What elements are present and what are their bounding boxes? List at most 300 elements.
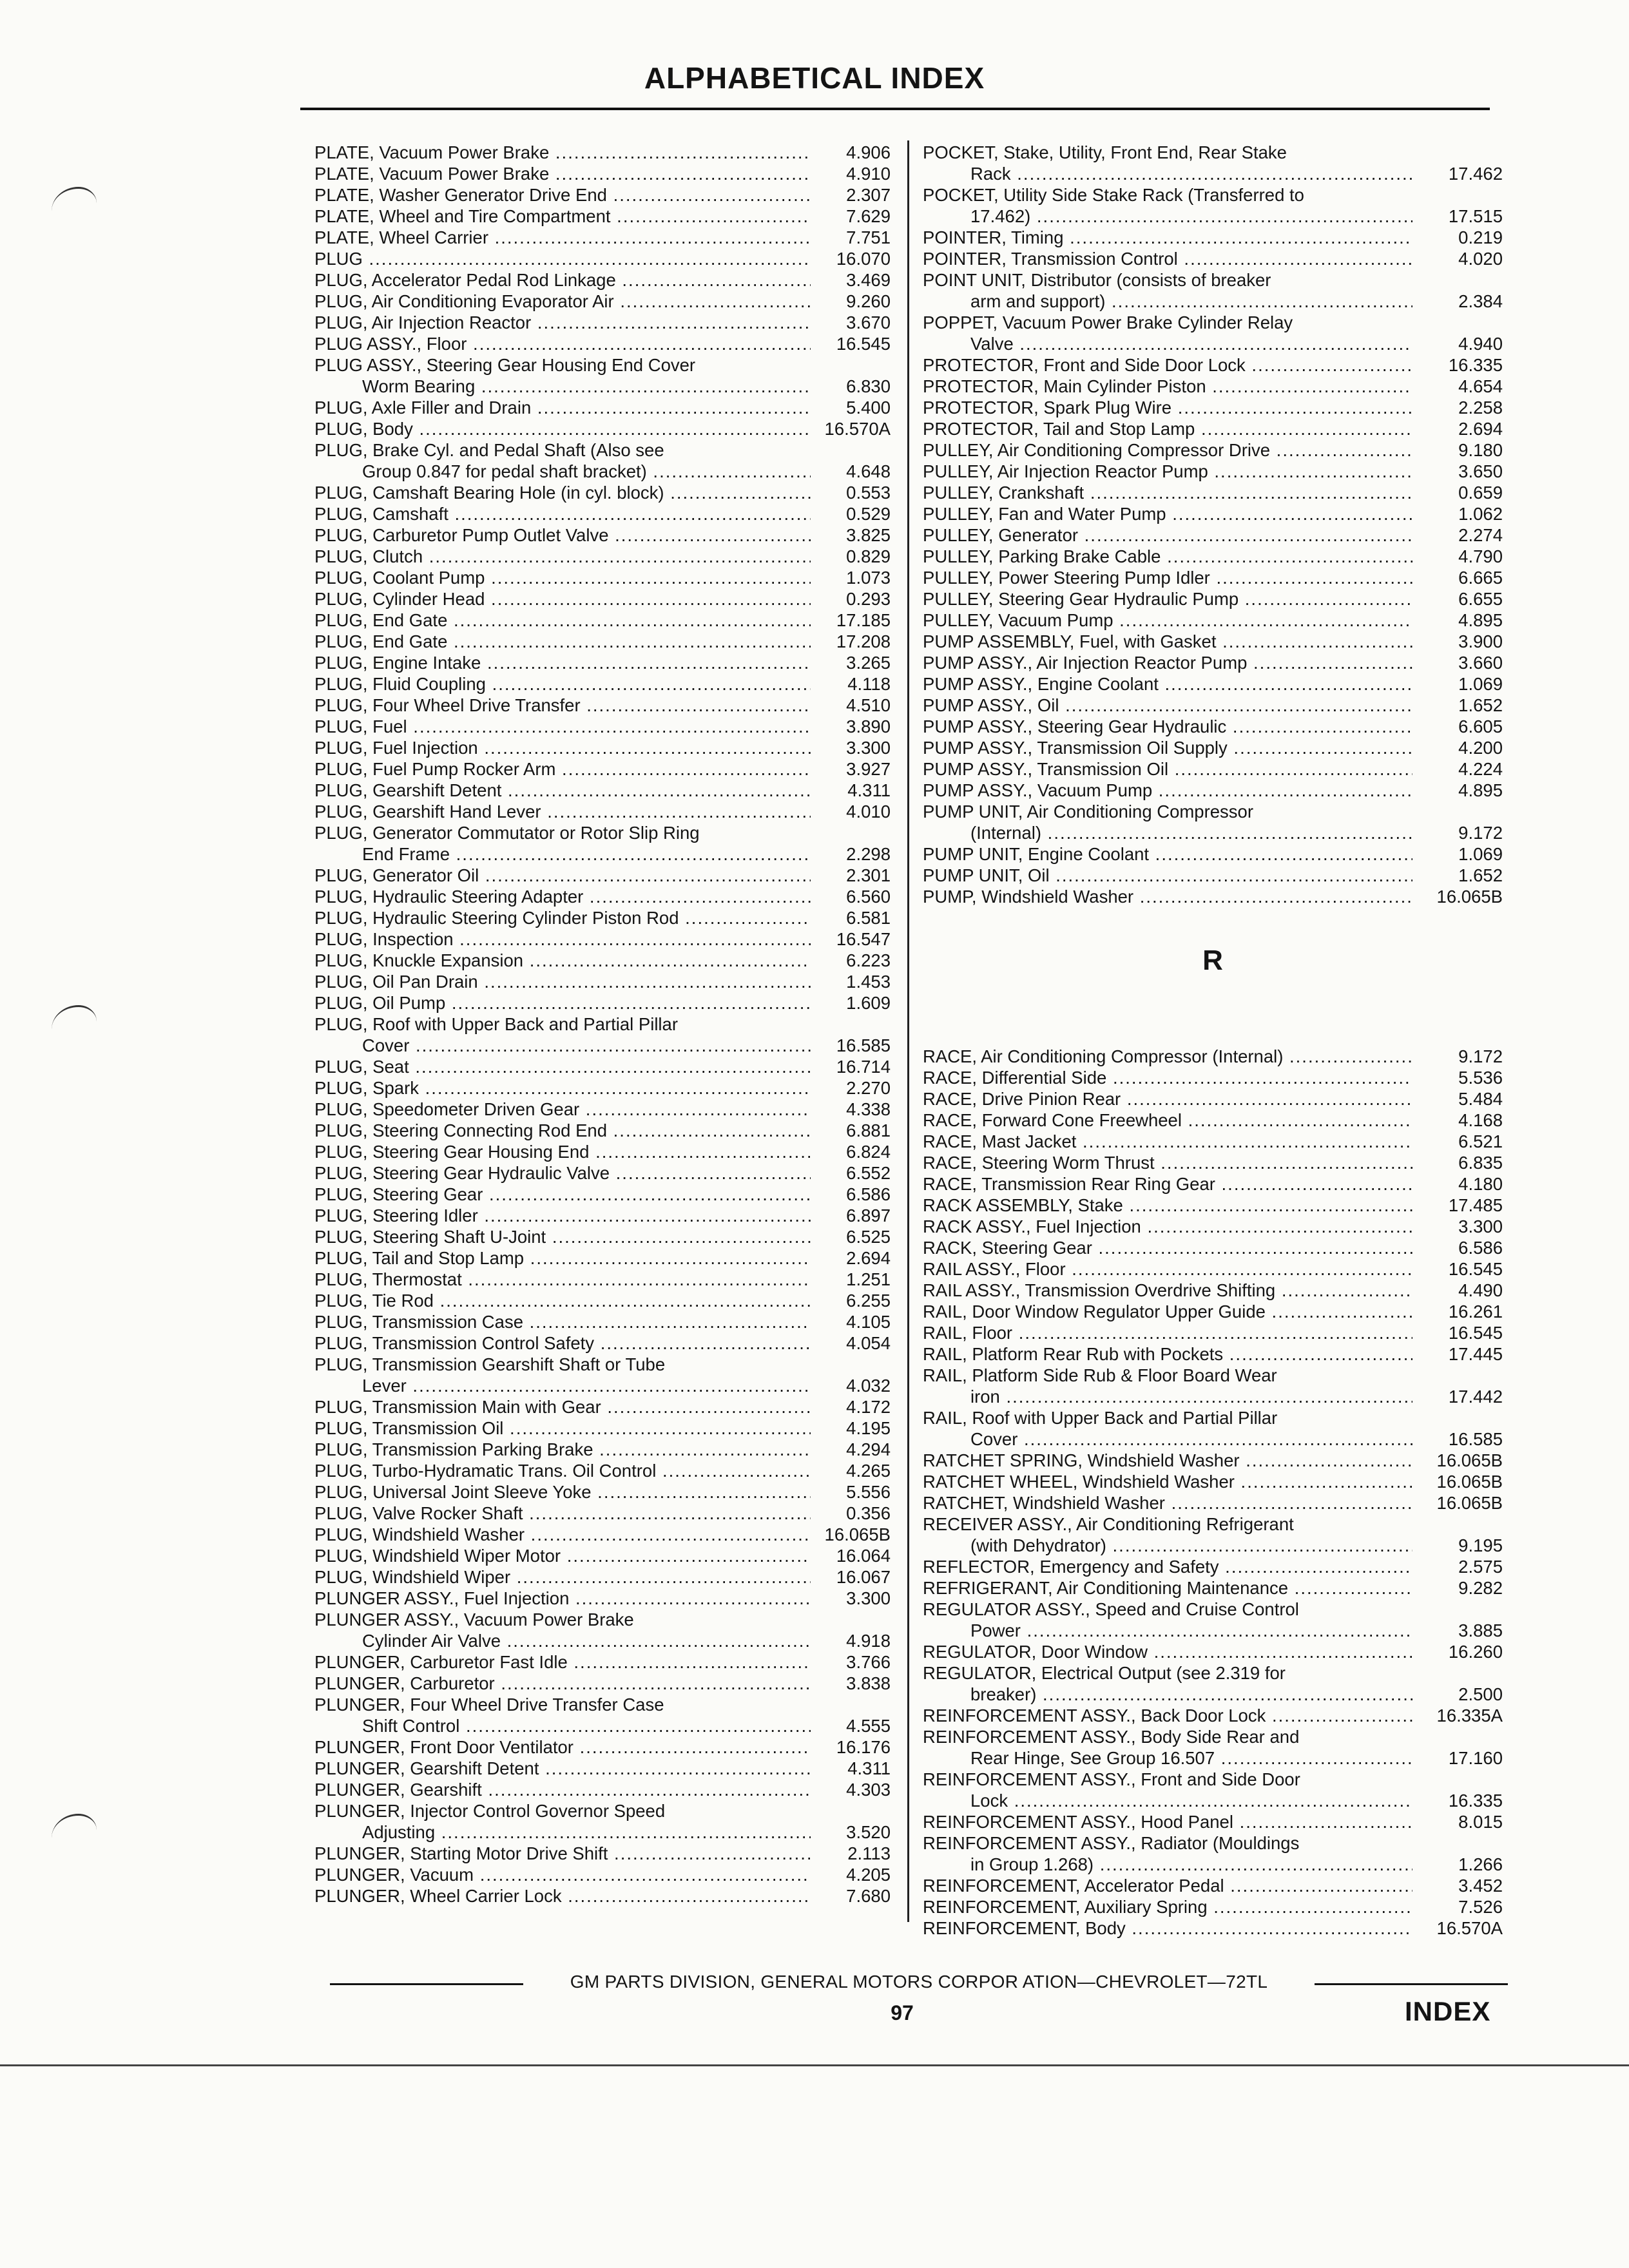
entry-label: POINT UNIT, Distributor (consists of breaker — [923, 270, 1271, 290]
entry-label: PLUG, Steering Gear Housing End ..... — [314, 1141, 811, 1162]
entry-label-continued: End Frame ..... — [314, 843, 811, 865]
entry-text — [923, 1195, 1412, 1216]
index-entry — [923, 376, 1503, 397]
entry-group-number: 4.105 — [846, 1312, 891, 1332]
entry-text — [923, 546, 1412, 567]
entry-label: PLUG, Generator Oil ..... — [314, 865, 811, 886]
entry-group-number: 9.172 — [1458, 823, 1503, 843]
entry-group-number: 16.545 — [836, 334, 891, 354]
entry-group-number: 3.838 — [846, 1673, 891, 1693]
entry-label-continued: Worm Bearing ..... — [314, 376, 811, 397]
entry-text — [314, 1205, 811, 1226]
entry-group-number: 4.180 — [1458, 1174, 1503, 1194]
entry-group-number: 17.208 — [836, 631, 891, 651]
entry-group-number: 16.064 — [836, 1546, 891, 1566]
entry-group-number: 3.885 — [1458, 1620, 1503, 1640]
entry-text — [923, 695, 1412, 716]
entry-label: PLUG, Transmission Case ..... — [314, 1311, 811, 1332]
index-entry — [314, 1056, 891, 1077]
index-entry — [314, 1099, 891, 1120]
entry-text — [314, 248, 811, 269]
entry-label: PLUG, Steering Idler ..... — [314, 1205, 811, 1226]
entry-label: PLUG, Windshield Wiper Motor ..... — [314, 1545, 811, 1566]
entry-label: PLUG, Camshaft ..... — [314, 503, 811, 524]
index-entry — [314, 1566, 891, 1588]
entry-label: RATCHET SPRING, Windshield Washer ..... — [923, 1450, 1412, 1471]
entry-label: PLUG, Steering Gear ..... — [314, 1184, 811, 1205]
entry-group-number: 4.054 — [846, 1333, 891, 1353]
entry-group-number: 2.298 — [846, 844, 891, 864]
entry-text — [314, 1396, 811, 1418]
index-entry — [314, 1162, 891, 1184]
entry-text — [923, 1896, 1412, 1917]
entry-text — [314, 269, 811, 291]
entry-label: PUMP ASSY., Transmission Oil Supply ..... — [923, 737, 1412, 758]
entry-label: PLATE, Wheel and Tire Compartment ..... — [314, 206, 811, 227]
index-entry — [314, 1184, 891, 1205]
entry-label-continued: Rear Hinge, See Group 16.507 ..... — [923, 1747, 1412, 1769]
entry-label-continued: Adjusting ..... — [314, 1821, 811, 1843]
entry-group-number: 2.694 — [1458, 419, 1503, 439]
entry-text — [923, 567, 1412, 588]
entry-text — [314, 822, 811, 865]
entry-label: PLATE, Vacuum Power Brake ..... — [314, 142, 811, 163]
entry-group-number: 0.553 — [846, 483, 891, 503]
entry-label: PLUG, Hydraulic Steering Adapter ..... — [314, 886, 811, 907]
entry-label: PULLEY, Parking Brake Cable ..... — [923, 546, 1412, 567]
entry-group-number: 6.824 — [846, 1142, 891, 1162]
entry-group-number: 16.335 — [1448, 355, 1503, 375]
index-entry — [923, 716, 1503, 737]
entry-text — [923, 1577, 1412, 1599]
index-entry — [314, 1439, 891, 1460]
index-entry — [923, 1216, 1503, 1237]
entry-text — [314, 673, 811, 695]
footer-credit: GM PARTS DIVISION, GENERAL MOTORS CORPOR ATION—CHEVROLET—72TL — [570, 1972, 1268, 1992]
entry-label: PLUG, Carburetor Pump Outlet Valve ..... — [314, 524, 811, 546]
index-entry — [314, 142, 891, 163]
entry-text — [923, 1832, 1412, 1875]
index-entry — [923, 1641, 1503, 1662]
entry-group-number: 6.521 — [1458, 1131, 1503, 1151]
index-entry — [923, 312, 1503, 354]
entry-text — [923, 1067, 1412, 1088]
entry-group-number: 4.918 — [846, 1631, 891, 1651]
entry-group-number: 3.766 — [846, 1652, 891, 1672]
entry-label: PUMP ASSEMBLY, Fuel, with Gasket ..... — [923, 631, 1412, 652]
entry-group-number: 16.176 — [836, 1737, 891, 1757]
entry-label: PLUG, Hydraulic Steering Cylinder Piston Rod ..... — [314, 907, 811, 928]
index-entry — [314, 992, 891, 1014]
entry-group-number: 16.545 — [1448, 1323, 1503, 1343]
entry-label: PUMP ASSY., Engine Coolant ..... — [923, 673, 1412, 695]
entry-text — [923, 418, 1412, 439]
entry-group-number: 6.605 — [1458, 716, 1503, 736]
entry-group-number: 17.445 — [1448, 1344, 1503, 1364]
entry-group-number: 2.575 — [1458, 1557, 1503, 1577]
entry-group-number: 4.195 — [846, 1418, 891, 1438]
index-entry — [314, 610, 891, 631]
entry-label: POPPET, Vacuum Power Brake Cylinder Relay — [923, 312, 1293, 332]
index-entry — [923, 737, 1503, 758]
entry-text — [314, 1247, 811, 1269]
entry-text — [314, 1758, 811, 1779]
entry-label: PULLEY, Steering Gear Hydraulic Pump ..... — [923, 588, 1412, 610]
entry-label: PLUG, Fuel ..... — [314, 716, 811, 737]
entry-group-number: 1.652 — [1458, 865, 1503, 885]
entry-label: PLUNGER, Carburetor Fast Idle ..... — [314, 1651, 811, 1673]
entry-text — [314, 439, 811, 482]
entry-text — [314, 1162, 811, 1184]
index-entry — [923, 1811, 1503, 1832]
index-entry — [314, 1332, 891, 1354]
index-entry — [314, 482, 891, 503]
entry-label: PULLEY, Vacuum Pump ..... — [923, 610, 1412, 631]
entry-text — [314, 695, 811, 716]
entry-label: PROTECTOR, Front and Side Door Lock ..... — [923, 354, 1412, 376]
index-entry — [314, 1141, 891, 1162]
index-entry — [314, 503, 891, 524]
index-entry — [314, 1864, 891, 1885]
entry-label: PLUG, Generator Commutator or Rotor Slip Ring — [314, 823, 700, 843]
entry-text — [923, 1152, 1412, 1173]
entry-text — [314, 1418, 811, 1439]
index-entry — [314, 1588, 891, 1609]
entry-group-number: 4.648 — [846, 461, 891, 481]
entry-group-number: 2.384 — [1458, 291, 1503, 311]
entry-text — [314, 1099, 811, 1120]
entry-text — [923, 758, 1412, 780]
index-entry — [314, 1545, 891, 1566]
entry-group-number: 1.073 — [846, 568, 891, 588]
entry-group-number: 16.585 — [836, 1035, 891, 1055]
entry-label: PLUG, Transmission Main with Gear ..... — [314, 1396, 811, 1418]
entry-group-number: 16.070 — [836, 249, 891, 269]
entry-text — [923, 1088, 1412, 1110]
entry-label: RACE, Forward Cone Freewheel ..... — [923, 1110, 1412, 1131]
entry-text — [314, 1056, 811, 1077]
entry-text — [314, 1269, 811, 1290]
index-entry — [923, 1067, 1503, 1088]
entry-text — [314, 1439, 811, 1460]
index-entry — [923, 758, 1503, 780]
entry-group-number: 4.200 — [1458, 738, 1503, 758]
entry-label-continued: (with Dehydrator) ..... — [923, 1535, 1412, 1556]
entry-text — [314, 1609, 811, 1651]
entry-group-number: 6.655 — [1458, 589, 1503, 609]
index-entry — [923, 269, 1503, 312]
entry-text — [314, 1588, 811, 1609]
entry-group-number: 5.484 — [1458, 1089, 1503, 1109]
entry-label-continued: Lever ..... — [314, 1375, 811, 1396]
entry-label: PLUG, Seat ..... — [314, 1056, 811, 1077]
entry-text — [923, 1471, 1412, 1492]
entry-group-number: 4.510 — [846, 695, 891, 715]
entry-text — [314, 1014, 811, 1056]
entry-group-number: 6.223 — [846, 950, 891, 970]
entry-label: RAIL ASSY., Floor ..... — [923, 1258, 1412, 1280]
entry-group-number: 17.462 — [1448, 164, 1503, 184]
index-entry — [314, 1736, 891, 1758]
entry-group-number: 1.266 — [1458, 1854, 1503, 1874]
index-entry — [314, 163, 891, 184]
index-entry — [923, 1280, 1503, 1301]
entry-label: PLUG, Oil Pump ..... — [314, 992, 811, 1014]
index-entry — [314, 333, 891, 354]
index-entry — [314, 1779, 891, 1800]
entry-group-number: 0.659 — [1458, 483, 1503, 503]
entry-text — [923, 1258, 1412, 1280]
index-entry — [314, 801, 891, 822]
index-entry — [314, 184, 891, 206]
entry-text — [923, 354, 1412, 376]
index-entry — [314, 1354, 891, 1396]
entry-label-continued: arm and support) ..... — [923, 291, 1412, 312]
entry-label: PUMP ASSY., Transmission Oil ..... — [923, 758, 1412, 780]
entry-label: PUMP UNIT, Air Conditioning Compressor — [923, 802, 1254, 822]
entry-text — [923, 865, 1412, 886]
entry-label: PLUNGER, Carburetor ..... — [314, 1673, 811, 1694]
index-entry — [923, 354, 1503, 376]
entry-label: RACK, Steering Gear ..... — [923, 1237, 1412, 1258]
entry-group-number: 7.751 — [846, 227, 891, 247]
index-entry — [314, 865, 891, 886]
entry-label: RAIL, Roof with Upper Back and Partial Pillar — [923, 1408, 1278, 1428]
entry-group-number: 4.338 — [846, 1099, 891, 1119]
entry-text — [923, 376, 1412, 397]
entry-text — [923, 1450, 1412, 1471]
entry-text — [923, 1110, 1412, 1131]
index-entry — [314, 567, 891, 588]
index-entry — [314, 1396, 891, 1418]
entry-group-number: 4.790 — [1458, 546, 1503, 566]
entry-label: RECEIVER ASSY., Air Conditioning Refrigerant — [923, 1514, 1294, 1534]
entry-text — [923, 1322, 1412, 1343]
entry-group-number: 0.529 — [846, 504, 891, 524]
entry-label-continued: breaker) ..... — [923, 1684, 1412, 1705]
entry-label: RATCHET WHEEL, Windshield Washer ..... — [923, 1471, 1412, 1492]
entry-group-number: 1.062 — [1458, 504, 1503, 524]
entry-label: PULLEY, Generator ..... — [923, 524, 1412, 546]
entry-group-number: 9.180 — [1458, 440, 1503, 460]
entry-label: PLUG ..... — [314, 248, 811, 269]
index-entry — [314, 1694, 891, 1736]
entry-group-number: 4.311 — [847, 1758, 891, 1778]
entry-label: PLUG, Windshield Wiper ..... — [314, 1566, 811, 1588]
entry-text — [923, 610, 1412, 631]
entry-label: REFLECTOR, Emergency and Safety ..... — [923, 1556, 1412, 1577]
entry-label: RAIL, Door Window Regulator Upper Guide ..... — [923, 1301, 1412, 1322]
entry-text — [923, 716, 1412, 737]
entry-text — [923, 673, 1412, 695]
entry-group-number: 3.300 — [846, 738, 891, 758]
entry-text — [314, 524, 811, 546]
entry-label: PLUG, Roof with Upper Back and Partial Pillar — [314, 1014, 678, 1034]
index-entry — [923, 1237, 1503, 1258]
entry-group-number: 6.560 — [846, 887, 891, 907]
entry-label: RACE, Steering Worm Thrust ..... — [923, 1152, 1412, 1173]
entry-text — [314, 1354, 811, 1396]
index-entry — [314, 354, 891, 397]
entry-group-number: 6.552 — [846, 1163, 891, 1183]
entry-group-number: 17.185 — [836, 610, 891, 630]
entry-text — [314, 1460, 811, 1481]
entry-label: PLUG, Transmission Gearshift Shaft or Tube — [314, 1354, 666, 1374]
index-entry — [923, 248, 1503, 269]
index-entry — [314, 1247, 891, 1269]
entry-label: REINFORCEMENT ASSY., Radiator (Mouldings — [923, 1833, 1300, 1853]
index-entry — [923, 1450, 1503, 1471]
entry-text — [314, 1651, 811, 1673]
entry-group-number: 8.015 — [1458, 1812, 1503, 1832]
entry-label-continued: Cover ..... — [314, 1035, 811, 1056]
entry-text — [314, 737, 811, 758]
entry-label-continued: Lock ..... — [923, 1790, 1412, 1811]
index-entry — [923, 843, 1503, 865]
entry-text — [314, 142, 811, 163]
entry-label: PLUG, Gearshift Detent ..... — [314, 780, 811, 801]
entry-group-number: 16.067 — [836, 1567, 891, 1587]
entry-label: PLUG, Axle Filler and Drain ..... — [314, 397, 811, 418]
entry-text — [923, 142, 1412, 184]
entry-text — [314, 1885, 811, 1907]
entry-label: REINFORCEMENT, Accelerator Pedal ..... — [923, 1875, 1412, 1896]
entry-text — [923, 1917, 1412, 1939]
entry-label: PUMP ASSY., Vacuum Pump ..... — [923, 780, 1412, 801]
entry-group-number: 2.258 — [1458, 398, 1503, 418]
entry-label-continued: 17.462) ..... — [923, 206, 1412, 227]
entry-label: REINFORCEMENT ASSY., Back Door Lock ..... — [923, 1705, 1412, 1726]
index-entry — [314, 206, 891, 227]
entry-group-number: 6.881 — [846, 1120, 891, 1140]
entry-group-number: 4.906 — [846, 142, 891, 162]
entry-label: REINFORCEMENT ASSY., Front and Side Door — [923, 1769, 1300, 1789]
entry-group-number: 6.586 — [1458, 1238, 1503, 1258]
index-entry — [923, 1365, 1503, 1407]
entry-text — [314, 1141, 811, 1162]
index-entry — [923, 1832, 1503, 1875]
index-entry — [923, 1556, 1503, 1577]
entry-group-number: 6.665 — [1458, 568, 1503, 588]
entry-text — [314, 333, 811, 354]
entry-group-number: 4.118 — [847, 674, 891, 694]
entry-label: PLUNGER, Vacuum ..... — [314, 1864, 811, 1885]
entry-text — [314, 886, 811, 907]
entry-text — [923, 1343, 1412, 1365]
entry-label-continued: Rack ..... — [923, 163, 1412, 184]
entry-label: PLUG, Valve Rocker Shaft ..... — [314, 1503, 811, 1524]
entry-label: PLUG, Camshaft Bearing Hole (in cyl. block) ..... — [314, 482, 811, 503]
index-entry — [314, 546, 891, 567]
entry-label: REGULATOR, Door Window ..... — [923, 1641, 1412, 1662]
entry-text — [314, 567, 811, 588]
entry-text — [314, 397, 811, 418]
index-entry — [314, 950, 891, 971]
entry-group-number: 16.570A — [824, 419, 891, 439]
entry-label: PULLEY, Air Injection Reactor Pump ..... — [923, 461, 1412, 482]
index-entry — [314, 397, 891, 418]
column-divider — [907, 140, 909, 1922]
entry-label: PLUG, Air Conditioning Evaporator Air ..... — [314, 291, 811, 312]
entry-label: PLUG, Fuel Pump Rocker Arm ..... — [314, 758, 811, 780]
entry-label: PLATE, Washer Generator Drive End ..... — [314, 184, 811, 206]
entry-text — [314, 1226, 811, 1247]
index-entry — [314, 1843, 891, 1864]
entry-label: PLUG, Knuckle Expansion ..... — [314, 950, 811, 971]
entry-label: PLUG, Tie Rod ..... — [314, 1290, 811, 1311]
entry-text — [314, 1566, 811, 1588]
entry-text — [314, 482, 811, 503]
index-entry — [923, 1577, 1503, 1599]
binder-hole-mark — [52, 1814, 97, 1854]
index-entry — [314, 737, 891, 758]
entry-label-continued: iron ..... — [923, 1386, 1412, 1407]
index-entry — [314, 673, 891, 695]
index-group-r — [923, 1046, 1503, 1939]
page-title: ALPHABETICAL INDEX — [644, 61, 985, 95]
index-entry — [923, 1407, 1503, 1450]
entry-group-number: 1.652 — [1458, 695, 1503, 715]
entry-label: RACE, Air Conditioning Compressor (Internal) ..... — [923, 1046, 1412, 1067]
entry-label: PULLEY, Air Conditioning Compressor Drive ..... — [923, 439, 1412, 461]
entry-text — [923, 1556, 1412, 1577]
index-entry — [314, 652, 891, 673]
entry-label: PLATE, Vacuum Power Brake ..... — [314, 163, 811, 184]
index-entry — [923, 397, 1503, 418]
entry-label: PULLEY, Crankshaft ..... — [923, 482, 1412, 503]
entry-label-continued: (Internal) ..... — [923, 822, 1412, 843]
entry-group-number: 4.032 — [846, 1376, 891, 1396]
entry-group-number: 1.609 — [846, 993, 891, 1013]
entry-label-continued: Valve ..... — [923, 333, 1412, 354]
entry-group-number: 4.910 — [846, 164, 891, 184]
entry-label: PLUG, Gearshift Hand Lever ..... — [314, 801, 811, 822]
entry-group-number: 4.168 — [1458, 1110, 1503, 1130]
index-entry — [923, 1322, 1503, 1343]
entry-text — [923, 1769, 1412, 1811]
index-entry — [314, 312, 891, 333]
index-entry — [923, 461, 1503, 482]
index-entry — [923, 801, 1503, 843]
entry-group-number: 16.585 — [1448, 1429, 1503, 1449]
index-entry — [314, 971, 891, 992]
entry-text — [923, 461, 1412, 482]
section-label: INDEX — [1405, 1996, 1491, 2026]
entry-text — [923, 312, 1412, 354]
entry-group-number: 0.293 — [846, 589, 891, 609]
index-entry — [314, 758, 891, 780]
entry-text — [923, 1726, 1412, 1769]
entry-label: PUMP UNIT, Oil ..... — [923, 865, 1412, 886]
entry-label: PLUG, Tail and Stop Lamp ..... — [314, 1247, 811, 1269]
entry-group-number: 4.654 — [1458, 376, 1503, 396]
entry-text — [314, 1481, 811, 1503]
entry-label: RAIL, Platform Rear Rub with Pockets ..... — [923, 1343, 1412, 1365]
entry-group-number: 3.265 — [846, 653, 891, 673]
entry-text — [923, 737, 1412, 758]
index-entry — [314, 524, 891, 546]
entry-label: REINFORCEMENT ASSY., Body Side Rear and — [923, 1727, 1300, 1747]
index-entry — [923, 227, 1503, 248]
entry-label: PLUNGER, Four Wheel Drive Transfer Case — [314, 1695, 664, 1715]
index-entry — [314, 1481, 891, 1503]
entry-label-continued: in Group 1.268) ..... — [923, 1854, 1412, 1875]
entry-text — [314, 1524, 811, 1545]
footer-rule-right — [1315, 1983, 1508, 1985]
index-column-right — [923, 142, 1503, 1939]
entry-label: RACE, Transmission Rear Ring Gear ..... — [923, 1173, 1412, 1195]
entry-group-number: 3.300 — [1458, 1216, 1503, 1236]
